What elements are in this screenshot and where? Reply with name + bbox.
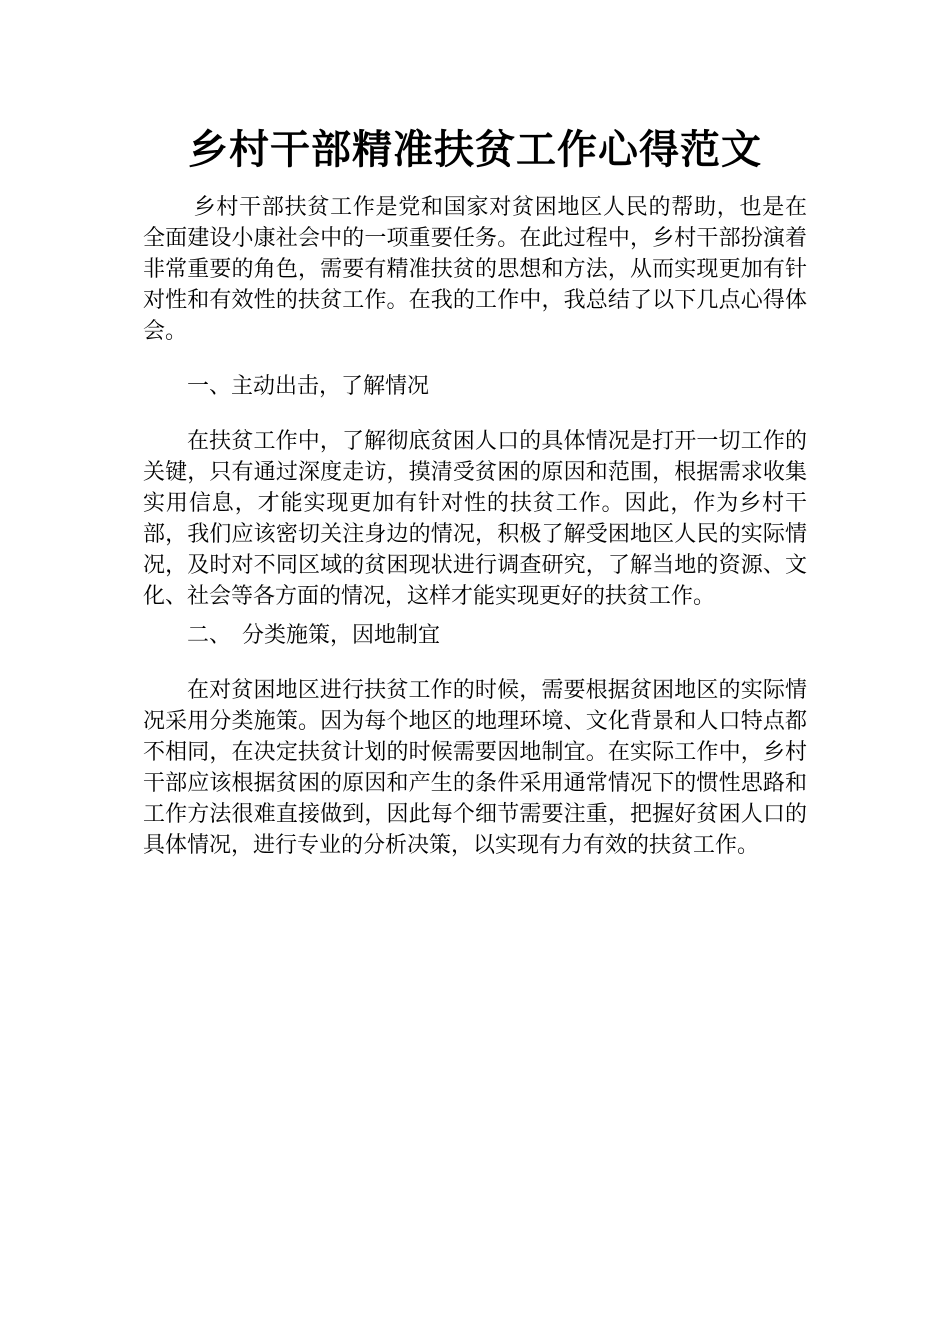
section-1-heading: 一、主动出击，了解情况 <box>187 374 430 399</box>
section-2-paragraph: 在对贫困地区进行扶贫工作的时候，需要根据贫困地区的实际情况采用分类施策。因为每个地区的地理环境、文化背景和人口特点都不相同，在决定扶贫计划的时候需要因地制宜。在实际工作中，乡村干部应该根据贫困的原因和产生的条件采用通常情况下的惯性思路和工作方法很难直接做到，因此每个细节需要注重，把握好贫困人口的具体情况，进行专业的分析决策，以实现有力有效的扶贫工作。 <box>143 678 807 858</box>
document-title: 乡村干部精准扶贫工作心得范文 <box>188 127 762 173</box>
section-1-paragraph: 在扶贫工作中，了解彻底贫困人口的具体情况是打开一切工作的关键，只有通过深度走访，摸清受贫困的原因和范围，根据需求收集实用信息，才能实现更加有针对性的扶贫工作。因此，作为乡村干部，我们应该密切关注身边的情况，积极了解受困地区人民的实际情况，及时对不同区域的贫困现状进行调查研究，了解当地的资源、文化、社会等各方面的情况，这样才能实现更好的扶贫工作。 <box>143 429 807 609</box>
intro-paragraph: 乡村干部扶贫工作是党和国家对贫困地区人民的帮助，也是在全面建设小康社会中的一项重要任务。在此过程中，乡村干部扮演着非常重要的角色，需要有精准扶贫的思想和方法，从而实现更加有针对性和有效性的扶贫工作。在我的工作中，我总结了以下几点心得体会。 <box>143 195 807 344</box>
document-body <box>143 120 807 861</box>
spacer <box>143 347 807 371</box>
spacer <box>143 402 807 426</box>
section-2-heading: 二、 分类施策，因地制宜 <box>187 623 441 648</box>
spacer <box>143 651 807 675</box>
spacer <box>143 612 807 620</box>
